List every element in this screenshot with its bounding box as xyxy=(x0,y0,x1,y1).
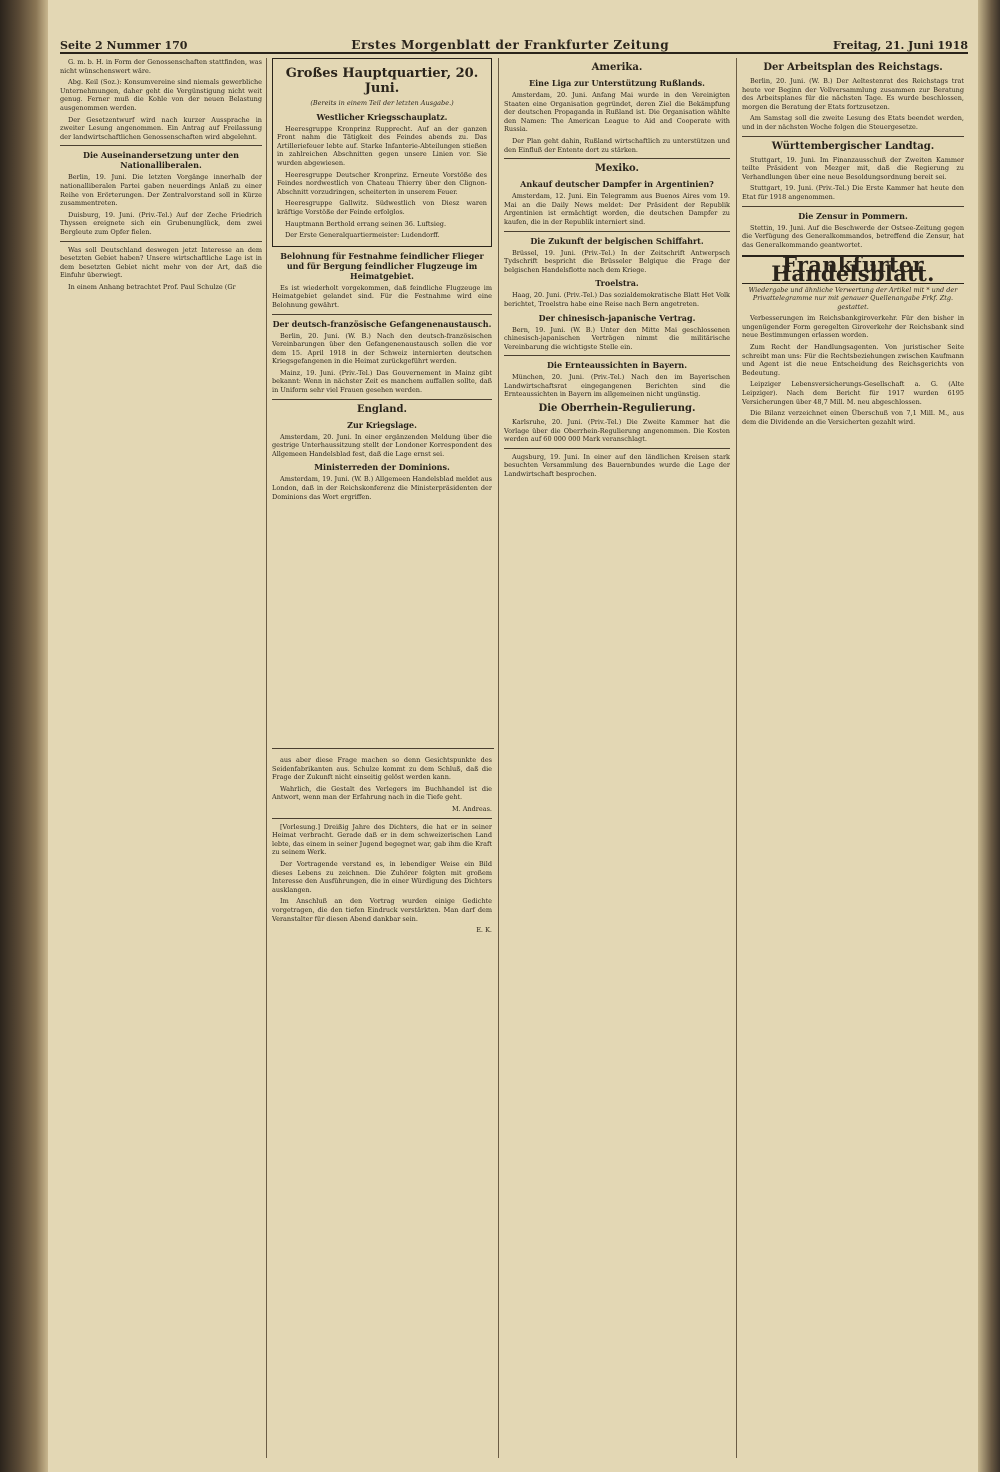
article-text: Mainz, 19. Juni. (Priv.-Tel.) Das Gouvernement in Mainz gibt bekannt: Wenn in nächster Zeit es manchem auffallen sollte, daß in Uniform sehr viel Frauen gesehen werden. xyxy=(272,368,492,395)
article-text: Der Vortragende verstand es, in lebendiger Weise ein Bild dieses Lebens zu zeichnen. Die Zuhörer folgten mit großem Interesse den Ausführungen, die in einer Würdigung des Dichters ausklangen. xyxy=(272,859,492,894)
war-report-box xyxy=(272,58,492,247)
handelsblatt-masthead: Frankfurter Handelsblatt. xyxy=(742,255,964,283)
headline: Belohnung für Festnahme feindlicher Flieger und für Bergung feindlicher Flugzeuge im Heimatgebiet. xyxy=(280,250,484,281)
feuilleton-rule xyxy=(272,748,494,749)
column-rule xyxy=(266,58,267,1458)
article-text: Bern, 19. Juni. (W. B.) Unter den Mitte Mai geschlossenen chinesisch-japanischen Verträgen nimmt die militärische Vereinbarung die wichtigste Stelle ein. xyxy=(504,325,730,351)
article-text: Amsterdam, 19. Juni. (W. B.) Allgemeen Handelsblad meldet aus London, daß in der Reichskonferenz die Ministerpräsidenten der Dominions das Wort ergriffen. xyxy=(272,475,492,501)
headline: England. xyxy=(357,403,407,415)
headline: Die Zukunft der belgischen Schiffahrt. xyxy=(530,235,704,246)
headline: Die Zensur in Pommern. xyxy=(798,210,908,221)
article-text: Berlin, 20. Juni. (W. B.) Der Aeltestenrat des Reichstags trat heute vor Beginn der Vollversammlung zusammen zur Beratung des Arbeitsplanes für die nächsten Tage. Es wurde beschlossen, morgen die Beratung der Etats fortzusetzen. xyxy=(742,77,964,111)
article-text: Brüssel, 19. Juni. (Priv.-Tel.) In der Zeitschrift Antwerpsch Tydschrift bespricht die Brüsseler Belgique die Frage der belgischen Handelsflotte nach dem Kriege. xyxy=(504,248,730,274)
article-text: Abg. Keil (Soz.): Konsumvereine sind niemals gewerbliche Unternehmungen, daher geht die Vergünstigung nicht weit genug. Ferner muß die Kohle von der neuen Belastung ausgenommen werden. xyxy=(60,78,262,112)
newspaper-page xyxy=(48,0,978,1472)
article-text: Die Bilanz verzeichnet einen Überschuß von 7,1 Mill. M., aus dem die Dividende an die Versicherten gezahlt wird. xyxy=(742,409,964,426)
headline: Die Oberrhein-Regulierung. xyxy=(538,403,696,415)
article-text: Berlin, 19. Juni. Die letzten Vorgänge innerhalb der nationalliberalen Partei gaben neuerdings Anlaß zu einer Reihe von Erörterungen. Der Zentralvorstand soll in Kürze zusammentreten. xyxy=(60,173,262,208)
article-text: Was soll Deutschland deswegen jetzt Interesse an dem besetzten Gebiet haben? Unsere wirtschaftliche Lage ist in dem besetzten Gebiet nicht mehr von der Art, daß die Einfuhr überwiegt. xyxy=(60,245,262,280)
issue-date: Freitag, 21. Juni 1918 xyxy=(833,39,968,52)
article-text: Amsterdam, 20. Juni. In einer ergänzenden Meldung über die gestrige Unterhaussitzung stellt der Londoner Korrespondent des Allgemeen Handelsblad fest, daß die Lage ernst sei. xyxy=(272,432,492,458)
column-4 xyxy=(742,58,964,1458)
headline: Ankauf deutscher Dampfer in Argentinien? xyxy=(520,179,714,190)
headline: Westlicher Kriegsschauplatz. xyxy=(316,111,448,122)
article-text: Haag, 20. Juni. (Priv.-Tel.) Das sozialdemokratische Blatt Het Volk berichtet, Troelstra habe eine Reise nach Bern angetreten. xyxy=(504,291,730,308)
article-text: Stuttgart, 19. Juni. Im Finanzausschuß der Zweiten Kammer teilte Präsident von Mezger mit, daß die Regierung zu Verhandlungen über eine neue Besoldungsordnung bereit sei. xyxy=(742,155,964,181)
article-text: Wahrlich, die Gestalt des Verlegers im Buchhandel ist die Antwort, wenn man der Erfahrung nach in die Tiefe geht. xyxy=(272,784,492,802)
headline: Amerika. xyxy=(591,62,643,73)
article-text: Im Anschluß an den Vortrag wurden einige Gedichte vorgetragen, die den tiefen Eindruck verstärkten. Man darf dem Veranstalter für diesen Abend dankbar sein. xyxy=(272,897,492,923)
headline: Der chinesisch-japanische Vertrag. xyxy=(538,312,696,323)
headline: Troelstra. xyxy=(595,278,639,289)
article-text: Der Plan geht dahin, Rußland wirtschaftlich zu unterstützen und den Einfluß der Entente dort zu stärken. xyxy=(504,136,730,154)
article-text: Hauptmann Berthold errang seinen 36. Luftsieg. xyxy=(285,219,447,228)
headline: Mexiko. xyxy=(594,163,640,175)
article-text: Der Erste Generalquartiermeister: Ludendorff. xyxy=(285,231,440,240)
column-2 xyxy=(272,58,492,748)
page-header xyxy=(60,30,968,54)
headline: Der Arbeitsplan des Reichstags. xyxy=(763,62,943,73)
headline: Württembergischer Landtag. xyxy=(771,140,935,152)
article-text: Amsterdam, 20. Juni. Anfang Mai wurde in den Vereinigten Staaten eine Organisation gegründet, deren Ziel die Bekämpfung der deutschen Propaganda in Rußland ist. Die Organisation wählte den Namen: The American League to Aid and Cooperate with Russia. xyxy=(504,91,730,134)
article-text: In einem Anhang betrachtet Prof. Paul Schulze (Gr xyxy=(68,282,236,291)
article-text: München, 20. Juni. (Priv.-Tel.) Nach den im Bayerischen Landwirtschaftsrat eingegangenen Berichten sind die Ernteaussichten in Bayern im allgemeinen nicht ungünstig. xyxy=(504,373,730,399)
article-text: Heeresgruppe Deutscher Kronprinz. Erneute Vorstöße des Feindes nordwestlich von Chateau Thierry über den Clignon-Abschnitt vorzudringen, scheiterten in unserem Feuer. xyxy=(277,170,487,196)
headline: Eine Liga zur Unterstützung Rußlands. xyxy=(529,78,705,88)
article-text: Es ist wiederholt vorgekommen, daß feindliche Flugzeuge im Heimatgebiet gelandet sind. Für die Festnahme wird eine Belohnung gewährt. xyxy=(272,283,492,309)
article-text: [Vorlesung.] Dreißig Jahre des Dichters, die hat er in seiner Heimat verbracht. Gerade daß er in dem schweizerischen Land lebte, das einem in seiner Jugend begegnet war, gab ihm die Kraft zu seinem Werk. xyxy=(272,822,492,857)
headline: Ministerreden der Dominions. xyxy=(314,462,450,473)
headline: Der deutsch-französische Gefangenenaustausch. xyxy=(272,318,492,329)
column-rule xyxy=(498,58,499,1458)
article-text: Duisburg, 19. Juni. (Priv.-Tel.) Auf der Zeche Friedrich Thyssen ereignete sich ein Grubenunglück, dem zwei Bergleute zum Opfer fielen. xyxy=(60,210,262,236)
column-1 xyxy=(60,58,262,1458)
article-text: Augsburg, 19. Juni. In einer auf den ländlichen Kreisen stark besuchten Versammlung des Bauernbundes wurde die Lage der Landwirtschaft besprochen. xyxy=(504,452,730,479)
article-text: Stuttgart, 19. Juni. (Priv.-Tel.) Die Erste Kammer hat heute den Etat für 1918 angenommen. xyxy=(742,184,964,201)
book-binding xyxy=(0,0,48,1472)
author-signature: M. Andreas. xyxy=(451,804,492,813)
page-number: Seite 2 Nummer 170 xyxy=(60,39,188,52)
column-3 xyxy=(504,58,730,1458)
article-text: Zum Recht der Handlungsagenten. Von juristischer Seite schreibt man uns: Für die Rechtsbeziehungen zwischen Kaufmann und Agent ist die neue Entscheidung des Reichsgerichts von Bedeutung. xyxy=(742,343,964,377)
column-rule xyxy=(736,58,737,1458)
article-text: Verbesserungen im Reichsbankgiroverkehr. Für den bisher in ungenügender Form geregelten Giroverkehr der Reichsbank sind neue Bestimmungen erlassen worden. xyxy=(742,314,964,340)
headline: Die Ernteaussichten in Bayern. xyxy=(546,360,688,371)
article-text: Der Gesetzentwurf wird nach kurzer Aussprache in zweiter Lesung angenommen. Ein Antrag auf Freilassung der landwirtschaftlichen Genossenschaften wird abgelehnt. xyxy=(60,115,262,141)
article-text: Karlsruhe, 20. Juni. (Priv.-Tel.) Die Zweite Kammer hat die Vorlage über die Oberrhein-Regulierung angenommen. Die Kosten werden auf 60 000 000 Mark veranschlagt. xyxy=(504,418,730,444)
subheadline: (Bereits in einem Teil der letzten Ausgabe.) xyxy=(310,99,454,107)
newspaper-title: Erstes Morgenblatt der Frankfurter Zeitung xyxy=(351,38,670,52)
article-text: Heeresgruppe Kronprinz Rupprecht. Auf an der ganzen Front nahm die Tätigkeit des Feindes abends zu. Das Artilleriefeuer lebte auf. Starke Infanterie-Abteilungen stießen in zahlreichen Abschnitten gegen unsere Linien vor. Sie wurden abgewiesen. xyxy=(277,124,487,167)
article-text: Amsterdam, 12. Juni. Ein Telegramm aus Buenos Aires vom 19. Mai an die Daily News meldet: Der Präsident der Republik Argentinien ist ermächtigt worden, die deutschen Dampfer zu kaufen, die in der Republik interniert sind. xyxy=(504,192,730,226)
headline: Großes Hauptquartier, 20. Juni. xyxy=(285,66,479,96)
article-text: Stettin, 19. Juni. Auf die Beschwerde der Ostsee-Zeitung gegen die Verfügung des Generalkommandos, betreffend die Zensur, hat das Generalkommando geantwortet. xyxy=(742,223,964,249)
article-text: Berlin, 20. Juni. (W. B.) Nach den deutsch-französischen Vereinbarungen über den Gefangenenaustausch sollen die vor dem 15. April 1918 in der Schweiz internierten deutschen Kriegsgefangenen in die Heimat zurückgeführt werden. xyxy=(272,331,492,366)
headline: Die Auseinandersetzung unter den Nationalliberalen. xyxy=(83,150,239,171)
article-text: G. m. b. H. in Form der Genossenschaften stattfinden, was nicht wünschenswert wäre. xyxy=(60,58,262,75)
headline: Zur Kriegslage. xyxy=(347,419,417,430)
article-text: Heeresgruppe Gallwitz. Südwestlich von Diesz waren kräftige Vorstöße der Feinde erfolglos. xyxy=(277,199,487,216)
page-edge xyxy=(978,0,1000,1472)
article-text: Leipziger Lebensversicherungs-Gesellschaft a. G. (Alte Leipziger). Nach dem Bericht für 1917 wurden 6195 Versicherungen über 48,7 Mill. M. neu abgeschlossen. xyxy=(742,380,964,406)
article-text: Am Samstag soll die zweite Lesung des Etats beendet werden, und in der nächsten Woche folgen die Steuergesetze. xyxy=(742,114,964,131)
subheadline: Wiedergabe und ähnliche Verwertung der Artikel mit * und der Privattelegramme nur mit genauer Quellenangabe Frkf. Ztg. gestattet. xyxy=(748,285,958,311)
feuilleton-column xyxy=(272,756,492,1456)
author-signature: E. K. xyxy=(476,926,492,935)
article-text: aus aber diese Frage machen so denn Gesichtspunkte des Seidenfabrikanten aus. Schulze kommt zu dem Schluß, daß die Frage der Zukunft nicht einseitig gelöst werden kann. xyxy=(272,756,492,782)
